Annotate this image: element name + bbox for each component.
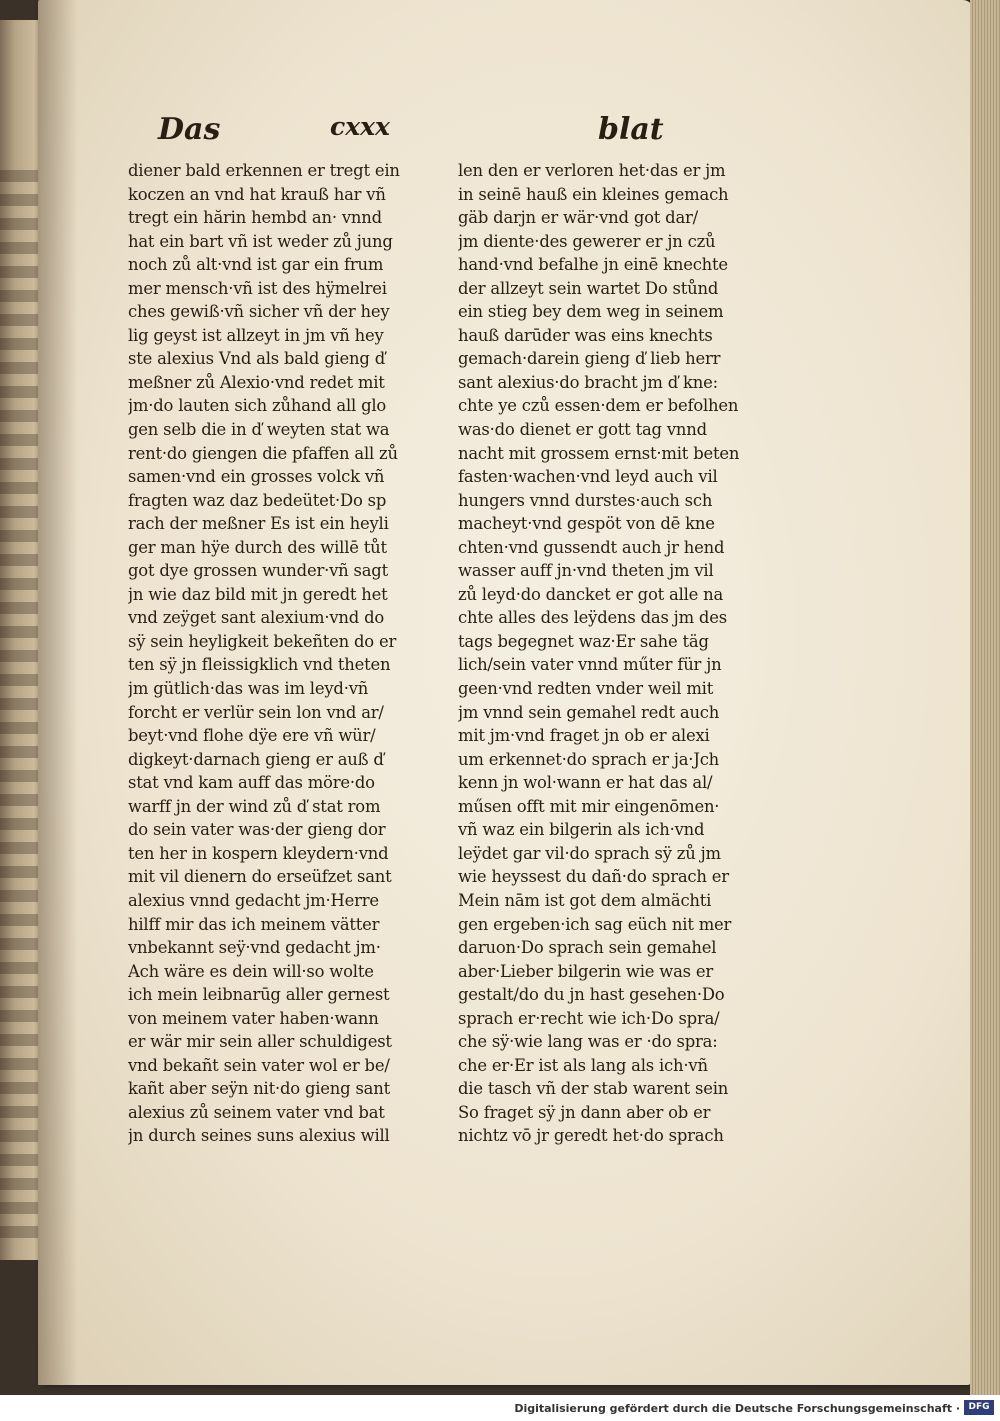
- page-header: [158, 112, 673, 156]
- text-line: noch zů alt·vnd ist gar ein frum: [128, 255, 384, 275]
- text-line: mit jm·vnd fraget jn ob er alexi: [458, 726, 710, 746]
- text-line: der allzeyt sein wartet Do stůnd: [458, 278, 719, 298]
- header-right-word: blat: [598, 112, 664, 147]
- text-line: warff jn der wind zů ď stat rom: [128, 796, 381, 816]
- text-line: die tasch vñ der stab warent sein: [458, 1079, 729, 1099]
- text-line: hungers vnnd durstes·auch sch: [458, 490, 713, 510]
- text-line: kenn jn wol·wann er hat das al/: [458, 773, 713, 793]
- dfg-logo: DFG: [964, 1400, 994, 1415]
- text-line: in seinē hauß ein kleines gemach: [458, 184, 729, 204]
- text-line: sant alexius·do bracht jm ď kne:: [458, 372, 718, 392]
- text-line: leÿdet gar vil·do sprach sÿ zů jm: [458, 843, 721, 863]
- text-line: lich/sein vater vnnd műter für jn: [458, 655, 722, 675]
- text-line: vñ waz ein bilgerin als ich·vnd: [458, 820, 705, 840]
- text-line: jm diente·des gewerer er jn czů: [458, 231, 716, 251]
- text-line: hilff mir das ich meinem vätter: [128, 914, 380, 934]
- text-line: vnd zeÿget sant alexium·vnd do: [128, 608, 385, 628]
- text-line: um erkennet·do sprach er ja·Jch: [458, 749, 720, 769]
- text-line: jn wie daz bild mit jn geredt het: [128, 584, 388, 604]
- text-line: ches gewiß·vñ sicher vñ der hey: [128, 302, 390, 322]
- text-line: ger man hÿe durch des willē tůt: [128, 537, 387, 557]
- text-line: ten her in kospern kleydern·vnd: [128, 843, 389, 863]
- left-text-column: [128, 159, 438, 1148]
- text-line: gen selb die in ď weyten stat wa: [128, 420, 390, 440]
- text-line: hand·vnd befalhe jn einē knechte: [458, 255, 728, 275]
- text-line: gäb darjn er wär·vnd got dar/: [458, 208, 699, 228]
- text-line: tregt ein hărin hembd an· vnnd: [128, 208, 382, 228]
- text-line: diener bald erkennen er tregt ein: [128, 161, 400, 180]
- page-block-edge: [970, 0, 1000, 1395]
- text-line: gemach·darein gieng ď lieb herr: [458, 349, 721, 369]
- digitization-footer: [0, 1395, 1000, 1421]
- text-line: len den er verloren het·das er jm: [458, 161, 726, 180]
- text-line: műsen offt mit mir eingenōmen·: [458, 796, 720, 816]
- text-line: Mein nām ist got dem almächti: [458, 890, 712, 910]
- text-line: tags begegnet waz·Er sahe täg: [458, 631, 709, 651]
- text-line: geen·vnd redten vnder weil mit: [458, 679, 714, 699]
- text-line: er wär mir sein aller schuldigest: [128, 1032, 392, 1052]
- text-line: alexius zů seinem vater vnd bat: [128, 1102, 385, 1122]
- text-line: Ach wäre es dein will·so wolte: [128, 961, 374, 981]
- text-line: samen·vnd ein grosses volck vñ: [128, 467, 385, 487]
- text-line: ten sÿ jn fleissigklich vnd theten: [128, 655, 391, 675]
- right-text-column: [458, 159, 778, 1148]
- text-line: ein stieg bey dem weg in seinem: [458, 302, 724, 322]
- text-line: digkeyt·darnach gieng er auß ď: [128, 749, 384, 769]
- text-line: alexius vnnd gedacht jm·Herre: [128, 890, 379, 910]
- text-line: forcht er verlür sein lon vnd ar/: [128, 702, 384, 722]
- text-line: rach der meßner Es ist ein heyli: [128, 514, 389, 534]
- text-line: che sÿ·wie lang was er ·do spra:: [458, 1032, 718, 1052]
- text-line: rent·do giengen die pfaffen all zů: [128, 443, 398, 463]
- text-line: ich mein leibnarūg aller gernest: [128, 985, 390, 1005]
- text-line: nichtz vō jr geredt het·do sprach: [458, 1126, 724, 1146]
- text-line: mit vil dienern do erseüfzet sant: [128, 867, 392, 887]
- text-line: So fraget sÿ jn dann aber ob er: [458, 1102, 711, 1122]
- text-line: kañt aber seÿn nit·do gieng sant: [128, 1079, 390, 1099]
- text-line: wasser auff jn·vnd theten jm vil: [458, 561, 714, 581]
- text-line: aber·Lieber bilgerin wie was er: [458, 961, 714, 981]
- text-line: che er·Er ist als lang als ich·vñ: [458, 1055, 708, 1075]
- text-line: lig geyst ist allzeyt in jm vñ hey: [128, 325, 384, 345]
- text-line: vnbekannt seÿ·vnd gedacht jm·: [128, 938, 381, 958]
- folio-number: cxxx: [330, 112, 390, 141]
- text-line: vnd bekañt sein vater wol er be/: [128, 1055, 390, 1075]
- text-line: beyt·vnd flohe dÿe ere vñ wür/: [128, 726, 376, 746]
- text-line: mer mensch·vñ ist des hÿmelrei: [128, 278, 387, 298]
- gutter-shadow: [38, 0, 78, 1385]
- text-line: gestalt/do du jn hast gesehen·Do: [458, 985, 725, 1005]
- text-line: daruon·Do sprach sein gemahel: [458, 938, 717, 958]
- text-line: stat vnd kam auff das möre·do: [128, 773, 375, 793]
- text-line: sÿ sein heyligkeit bekeñten do er: [128, 631, 397, 651]
- text-line: fragten waz daz bedeütet·Do sp: [128, 490, 387, 510]
- text-line: chte alles des leÿdens das jm des: [458, 608, 727, 628]
- text-line: hat ein bart vñ ist weder zů jung: [128, 231, 393, 251]
- text-line: was·do dienet er gott tag vnnd: [458, 420, 707, 440]
- text-line: fasten·wachen·vnd leyd auch vil: [458, 467, 718, 487]
- text-line: meßner zů Alexio·vnd redet mit: [128, 372, 385, 392]
- text-line: do sein vater was·der gieng dor: [128, 820, 386, 840]
- text-line: got dye grossen wunder·vñ sagt: [128, 561, 388, 581]
- text-line: chte ye czů essen·dem er befolhen: [458, 396, 739, 416]
- text-line: von meinem vater haben·wann: [128, 1008, 379, 1028]
- text-line: nacht mit grossem ernst·mit beten: [458, 443, 740, 463]
- text-line: sprach er·recht wie ich·Do spra/: [458, 1008, 720, 1028]
- text-line: macheyt·vnd gespöt von dē kne: [458, 514, 715, 534]
- text-line: jm gütlich·das was im leyd·vñ: [128, 679, 369, 699]
- text-line: chten·vnd gussendt auch jr hend: [458, 537, 725, 557]
- text-line: gen ergeben·ich sag eüch nit mer: [458, 914, 732, 934]
- text-line: jm·do lauten sich zůhand all glo: [128, 396, 387, 416]
- text-line: hauß darūder was eins knechts: [458, 325, 713, 345]
- text-line: koczen an vnd hat krauß har vñ: [128, 184, 386, 204]
- text-line: jm vnnd sein gemahel redt auch: [458, 702, 720, 722]
- text-line: wie heyssest du dañ·do sprach er: [458, 867, 729, 887]
- text-line: jn durch seines suns alexius will: [128, 1126, 390, 1146]
- text-line: ste alexius Vnd als bald gieng ď: [128, 349, 386, 369]
- text-line: zů leyd·do dancket er got alle na: [458, 584, 724, 604]
- funding-credit: Digitalisierung gefördert durch die Deutsche Forschungsgemeinschaft ·: [514, 1402, 960, 1415]
- header-left-word: Das: [158, 112, 221, 147]
